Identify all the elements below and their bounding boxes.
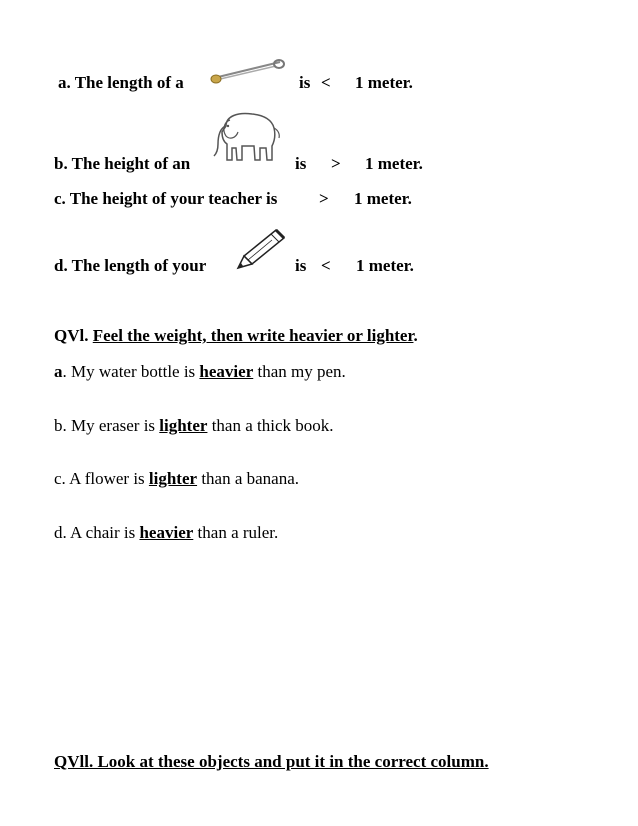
comparison-d-measure: 1 meter.	[356, 256, 414, 275]
comparison-a-measure: 1 meter.	[355, 73, 413, 92]
qvi-item-d-answer: heavier	[139, 523, 194, 542]
comparison-b-measure: 1 meter.	[365, 154, 423, 173]
qvi-label: QVl.	[54, 326, 89, 345]
qvi-item-b-after: than a thick book.	[207, 416, 334, 435]
qvi-item-b	[54, 416, 334, 436]
comparison-d-symbol: <	[321, 256, 331, 275]
qvi-item-b-before: My eraser is	[66, 416, 160, 435]
comparison-d-verb: is	[295, 256, 307, 275]
comparison-a-verb: is	[299, 73, 311, 92]
comparison-d-prefix: d. The length of your	[54, 256, 207, 275]
qvi-item-c-letter: c.	[54, 469, 66, 488]
qvi-item-c-answer: lighter	[148, 469, 198, 488]
comparison-a-prefix: a. The length of a	[58, 73, 184, 92]
pencil-icon	[234, 226, 288, 270]
comparison-b-verb: is	[295, 154, 307, 173]
qvi-item-b-letter: b.	[54, 416, 67, 435]
comparison-b-prefix: b. The height of an	[54, 154, 191, 173]
comparison-b-symbol: >	[331, 154, 341, 173]
qvi-item-d-after: than a ruler.	[193, 523, 279, 542]
comparison-c-prefix: c. The height of your teacher is	[54, 189, 278, 208]
qvi-item-a-answer: heavier	[199, 362, 254, 381]
qvi-item-d	[54, 523, 278, 543]
qvi-item-b-answer: lighter	[159, 416, 208, 435]
qvi-heading-text: Feel the weight, then write heavier or lighter	[92, 326, 414, 345]
comparison-c-measure: 1 meter.	[354, 189, 412, 208]
comparison-c-symbol: >	[319, 189, 329, 208]
qvi-item-a	[54, 362, 346, 382]
elephant-icon	[212, 106, 284, 164]
qvi-item-a-letter: a	[54, 362, 63, 381]
comparison-a-symbol: <	[321, 73, 331, 92]
qvi-item-d-letter: d.	[54, 523, 67, 542]
qvi-heading	[54, 326, 418, 346]
qvii-heading: QVll. Look at these objects and put it in the correct column.	[54, 752, 489, 771]
qvi-item-c-before: A flower is	[65, 469, 149, 488]
qvi-item-c	[54, 469, 299, 489]
comparison-c	[54, 189, 434, 209]
qvi-item-c-after: than a banana.	[197, 469, 300, 488]
safety-pin-icon	[210, 56, 288, 84]
qvi-item-d-before: A chair is	[66, 523, 140, 542]
qvi-item-a-before: . My water bottle is	[62, 362, 200, 381]
qvi-item-a-after: than my pen.	[253, 362, 346, 381]
qvi-heading-end: .	[413, 326, 418, 345]
